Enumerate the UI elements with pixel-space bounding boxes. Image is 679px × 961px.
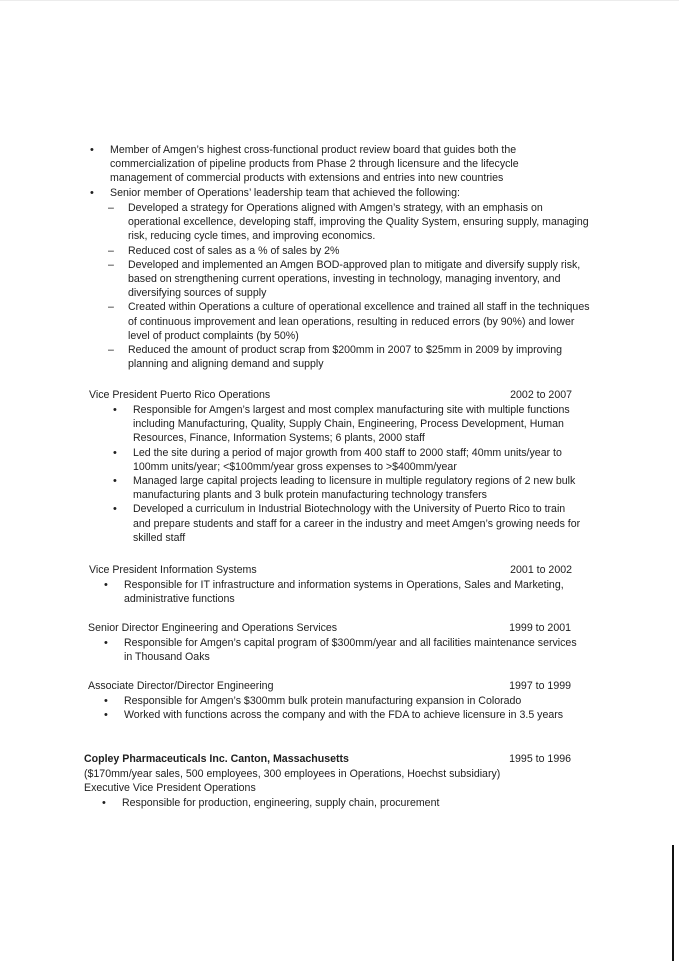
page-right-edge-mark: [672, 845, 674, 961]
bullet-item: • Worked with functions across the company and with the FDA to achieve licensure in 3.5 years: [124, 708, 586, 722]
achievement-item: – Developed and implemented an Amgen BOD-approved plan to mitigate and diversify supply risk, based on strengthening current operations, investing in technology, managing inventory, and diversifying sources of supply: [128, 258, 592, 301]
role-dates: 1997 to 1999: [509, 680, 571, 692]
company-name: Copley Pharmaceuticals Inc. Canton, Massachusetts: [84, 753, 349, 765]
role-dates: 2001 to 2002: [510, 564, 572, 576]
bullet-item: • Managed large capital projects leading to licensure in multiple regulatory regions of 2 new bulk manufacturing plants and 3 bulk protein manufacturing technology transfers: [133, 474, 585, 502]
bullet-item: • Senior member of Operations’ leadership team that achieved the following:: [110, 186, 560, 200]
role-bullets: [124, 694, 586, 722]
achievement-item: – Reduced the amount of product scrap from $200mm in 2007 to $25mm in 2009 by improving planning and aligning demand and supply: [128, 343, 592, 371]
bullet-item: • Responsible for Amgen’s largest and most complex manufacturing site with multiple functions including Manufacturing, Quality, Supply Chain, Engineering, Process Development, Human Resources, Finance, Information Systems; 6 plants, 2000 staff: [133, 403, 585, 446]
role-title: Vice President Puerto Rico Operations: [89, 389, 271, 401]
amgen-achievements-list: [128, 201, 592, 371]
role-dates: 2002 to 2007: [510, 389, 572, 401]
bullet-item: • Responsible for production, engineering, supply chain, procurement: [122, 796, 582, 810]
role-bullets: [124, 578, 576, 606]
role-bullets: [133, 403, 585, 545]
role-title: Executive Vice President Operations: [84, 782, 256, 794]
achievement-item: – Developed a strategy for Operations aligned with Amgen’s strategy, with an emphasis on operational excellence, developing staff, improving the Quality System, ensuring supply, managing risk, reducing cycle times, and improving economics.: [128, 201, 592, 244]
achievement-item: – Reduced cost of sales as a % of sales by 2%: [128, 244, 592, 258]
role-header: [89, 388, 572, 403]
page-top-edge: [0, 0, 679, 1]
role-title: Vice President Information Systems: [89, 564, 257, 576]
role-title: Associate Director/Director Engineering: [88, 680, 274, 692]
amgen-top-bullets: [110, 143, 560, 200]
role-title: Senior Director Engineering and Operations Services: [88, 622, 338, 634]
role-header: [88, 621, 571, 636]
company-header: [84, 752, 571, 767]
bullet-item: • Responsible for Amgen’s capital program of $300mm/year and all facilities maintenance services in Thousand Oaks: [124, 636, 586, 664]
bullet-item: • Developed a curriculum in Industrial Biotechnology with the University of Puerto Rico to train and prepare students and staff for a career in the industry and meet Amgen’s growing needs for skilled staff: [133, 502, 585, 545]
role-header: [89, 563, 572, 578]
role-header: [88, 679, 571, 694]
role-dates: 1999 to 2001: [509, 622, 571, 634]
bullet-item: • Led the site during a period of major growth from 400 staff to 2000 staff; 40mm units/year to 100mm units/year; <$100mm/year gross expenses to >$400mm/year: [133, 446, 585, 474]
bullet-item: • Responsible for Amgen’s $300mm bulk protein manufacturing expansion in Colorado: [124, 694, 586, 708]
bullet-item: • Responsible for IT infrastructure and information systems in Operations, Sales and Marketing, administrative functions: [124, 578, 576, 606]
role-bullets: [124, 636, 586, 664]
company-dates: 1995 to 1996: [509, 753, 571, 765]
role-bullets: [122, 796, 582, 810]
company-description: ($170mm/year sales, 500 employees, 300 employees in Operations, Hoechst subsidiary): [84, 768, 501, 780]
achievement-item: – Created within Operations a culture of operational excellence and trained all staff in the techniques of continuous improvement and lean operations, resulting in reduced errors (by 90%) and lower level of product complaints (by 50%): [128, 300, 592, 343]
bullet-item: • Member of Amgen’s highest cross-functional product review board that guides both the commercialization of pipeline products from Phase 2 through licensure and the lifecycle management of commercial products with extensions and entries into new countries: [110, 143, 560, 186]
